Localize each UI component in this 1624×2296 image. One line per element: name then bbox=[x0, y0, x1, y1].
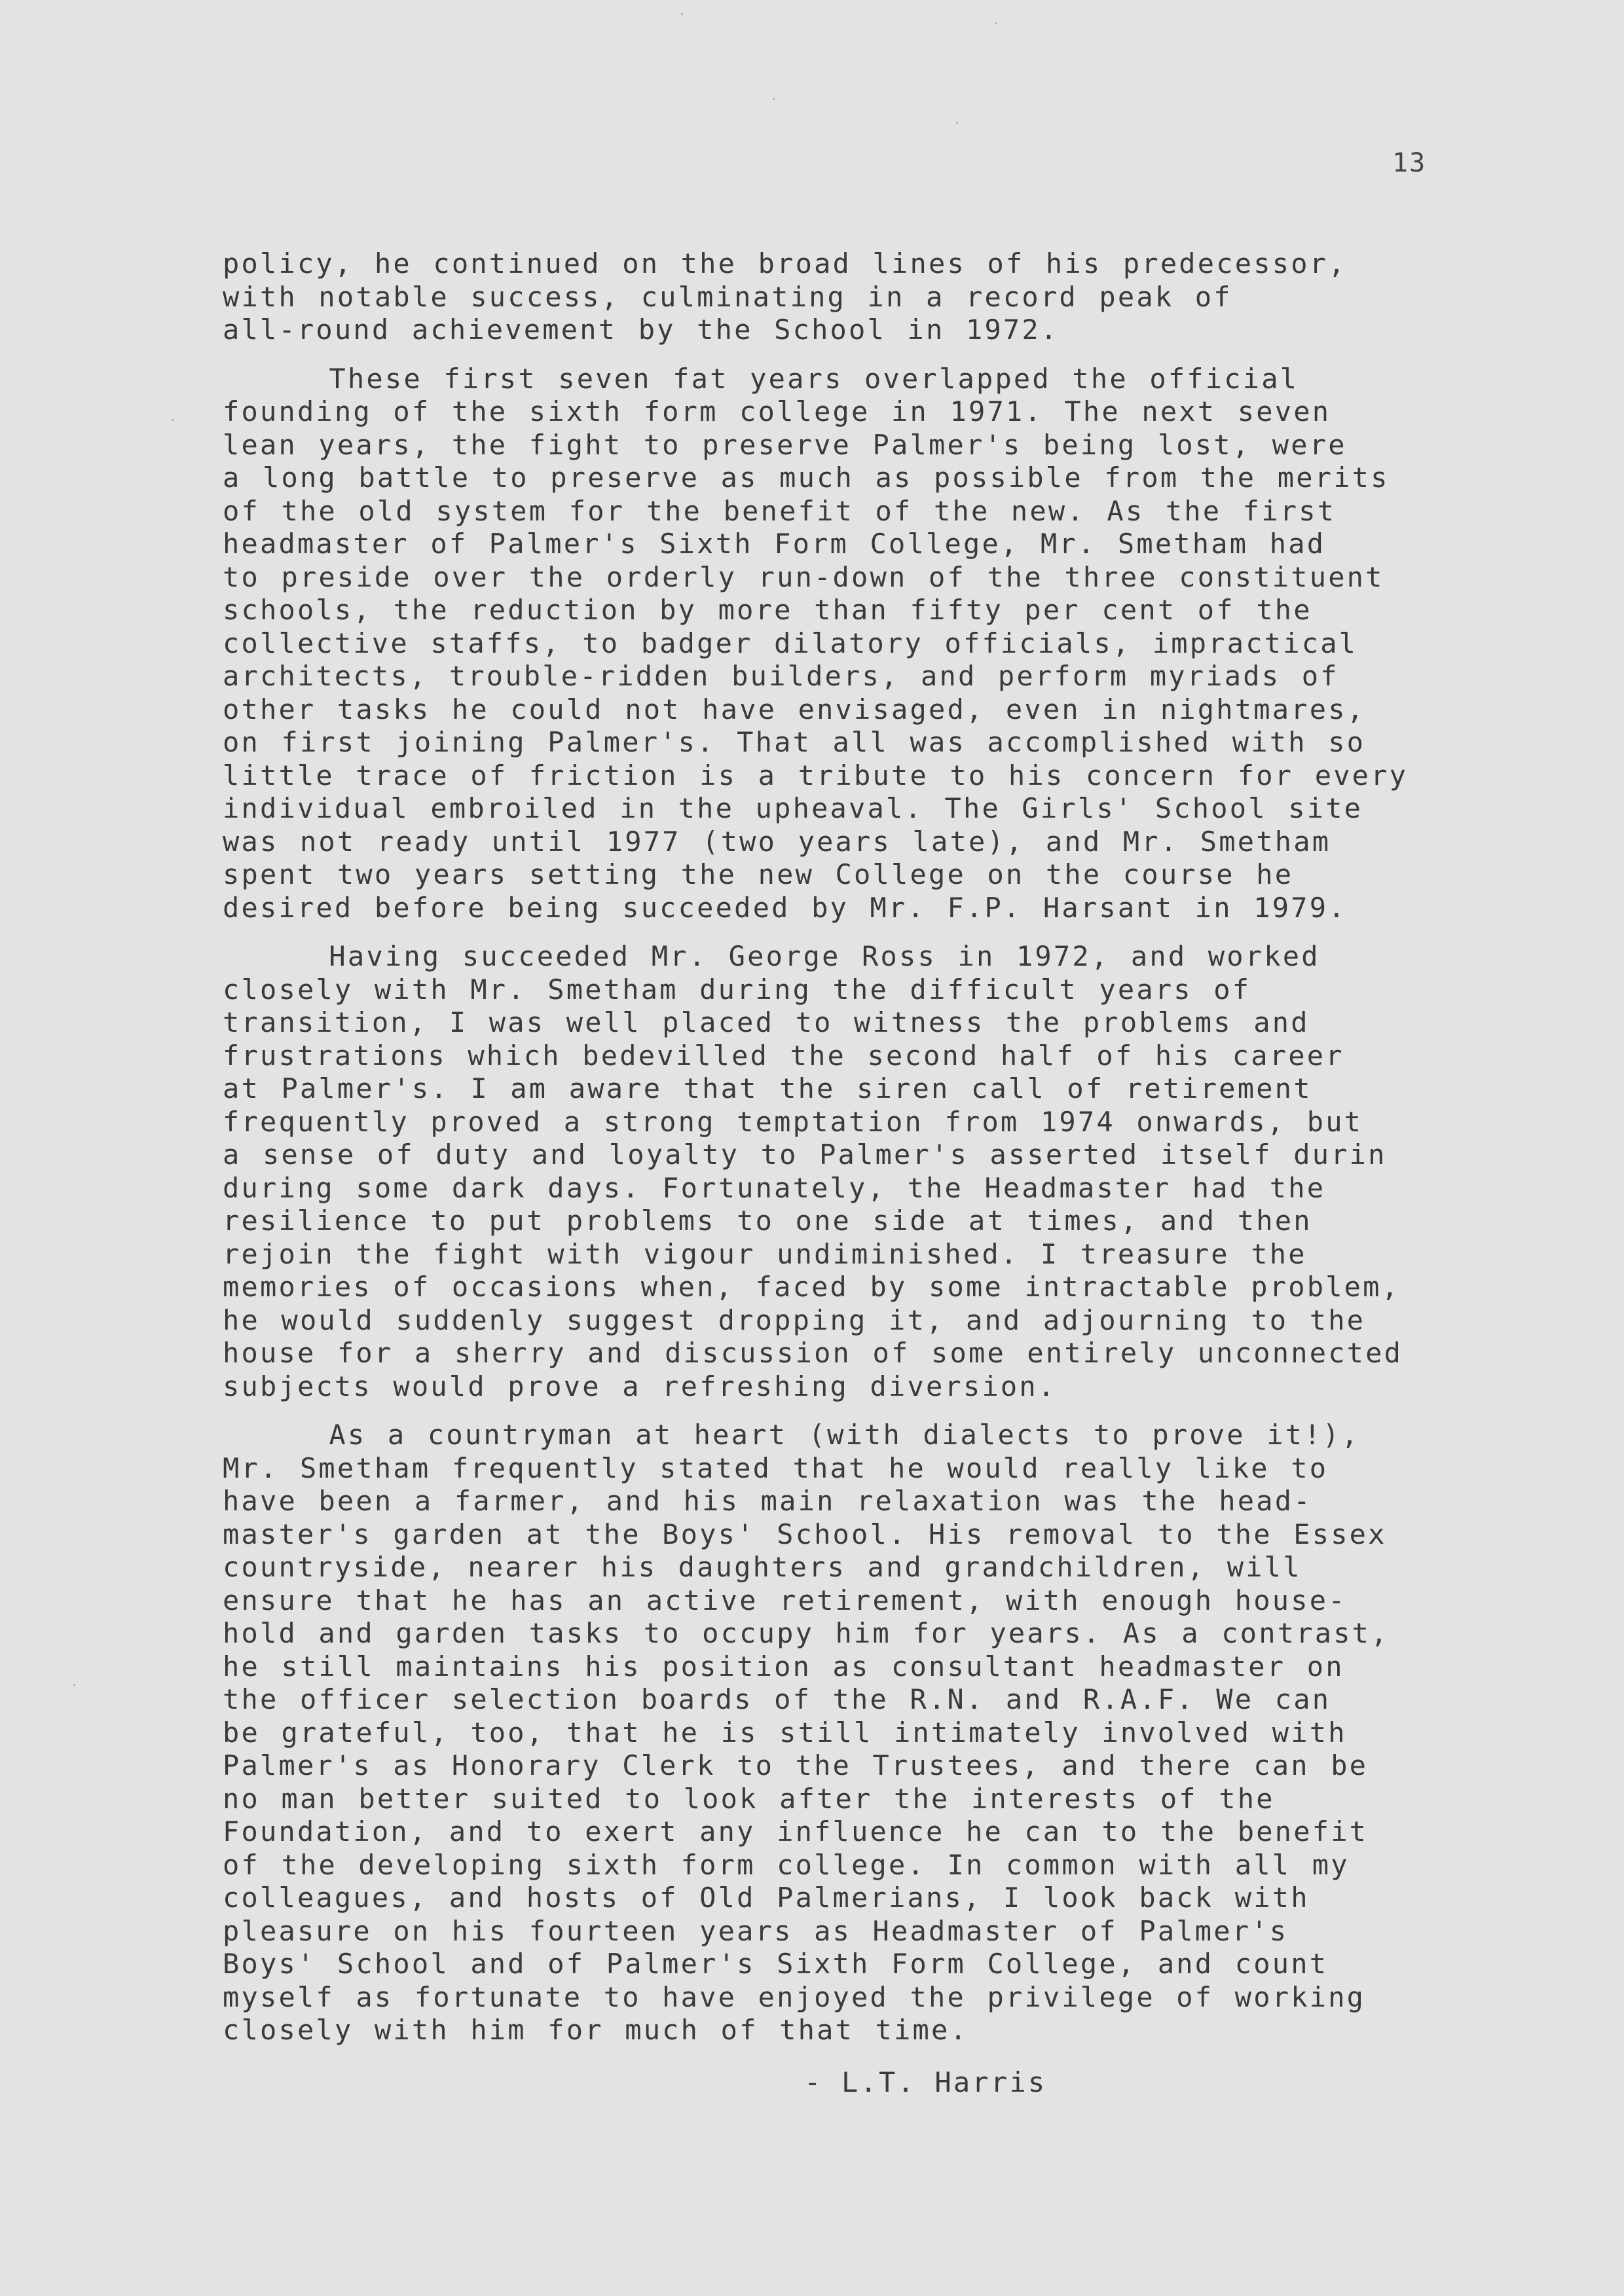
text-line: rejoin the fight with vigour undiminished. I treasure the bbox=[223, 1237, 1307, 1270]
text-line: These first seven fat years overlapped the official bbox=[223, 362, 1299, 395]
scan-speck bbox=[956, 122, 958, 124]
text-line: ensure that he has an active retirement, with enough house- bbox=[223, 1584, 1347, 1616]
text-line: during some dark days. Fortunately, the Headmaster had the bbox=[223, 1171, 1326, 1204]
text-line: memories of occasions when, faced by some intractable problem, bbox=[223, 1271, 1401, 1303]
text-line: hold and garden tasks to occupy him for years. As a contrast, bbox=[223, 1617, 1390, 1649]
text-line: spent two years setting the new College on the course he bbox=[223, 858, 1294, 890]
text-line: architects, trouble-ridden builders, and perform myriads of bbox=[223, 660, 1339, 692]
author-signature: - L.T. Harris bbox=[804, 2066, 1047, 2098]
paragraph bbox=[223, 363, 1486, 925]
text-line: policy, he continued on the broad lines of his predecessor, bbox=[223, 247, 1347, 280]
text-line: other tasks he could not have envisaged, even in nightmares, bbox=[223, 693, 1366, 725]
text-line: individual embroiled in the upheaval. The Girls' School site bbox=[223, 792, 1363, 824]
text-line: he would suddenly suggest dropping it, and adjourning to the bbox=[223, 1303, 1366, 1336]
text-line: a sense of duty and loyalty to Palmer's asserted itself durin bbox=[223, 1139, 1387, 1171]
scan-speck bbox=[995, 22, 997, 24]
text-line: he still maintains his position as consultant headmaster on bbox=[223, 1650, 1344, 1683]
text-line: countryside, nearer his daughters and grandchildren, will bbox=[223, 1551, 1302, 1583]
text-line: myself as fortunate to have enjoyed the privilege of working bbox=[223, 1980, 1366, 2013]
text-line: master's garden at the Boys' School. His removal to the Essex bbox=[223, 1518, 1387, 1550]
text-line: colleagues, and hosts of Old Palmerians, I look back with bbox=[223, 1882, 1310, 1914]
text-line: with notable success, culminating in a record peak of bbox=[223, 280, 1232, 313]
text-line: pleasure on his fourteen years as Headmaster of Palmer's bbox=[223, 1914, 1289, 1947]
text-line: Foundation, and to exert any influence he can to the benefit bbox=[223, 1815, 1369, 1848]
text-line: was not ready until 1977 (two years late), and Mr. Smetham bbox=[223, 825, 1331, 858]
text-line: a long battle to preserve as much as possible from the merits bbox=[223, 462, 1390, 494]
text-line: founding of the sixth form college in 1971. The next seven bbox=[223, 395, 1331, 428]
text-line: to preside over the orderly run-down of the three constituent bbox=[223, 560, 1384, 593]
text-line: Boys' School and of Palmer's Sixth Form College, and count bbox=[223, 1948, 1329, 1980]
scan-speck bbox=[681, 13, 683, 15]
text-line: desired before being succeeded by Mr. F.P. Harsant in 1979. bbox=[223, 891, 1347, 924]
text-line: collective staffs, to badger dilatory officials, impractical bbox=[223, 627, 1358, 659]
scan-speck bbox=[172, 419, 174, 421]
text-line: lean years, the fight to preserve Palmer's being lost, were bbox=[223, 428, 1347, 461]
text-line: schools, the reduction by more than fifty per cent of the bbox=[223, 594, 1312, 626]
text-line: frequently proved a strong temptation from 1974 onwards, but bbox=[223, 1105, 1363, 1138]
scan-speck bbox=[73, 1684, 75, 1686]
text-line: frustrations which bedevilled the second half of his career bbox=[223, 1039, 1344, 1072]
article-body bbox=[223, 247, 1486, 2063]
page-number: 13 bbox=[1392, 148, 1427, 178]
text-line: headmaster of Palmer's Sixth Form College, Mr. Smetham had bbox=[223, 528, 1326, 560]
text-line: the officer selection boards of the R.N. and R.A.F. We can bbox=[223, 1683, 1331, 1715]
text-line: resilience to put problems to one side at times, and then bbox=[223, 1205, 1312, 1237]
scan-speck bbox=[773, 98, 775, 100]
text-line: at Palmer's. I am aware that the siren call of retirement bbox=[223, 1072, 1312, 1104]
text-line: no man better suited to look after the interests of the bbox=[223, 1782, 1275, 1815]
text-line: little trace of friction is a tribute to his concern for every bbox=[223, 759, 1409, 792]
text-line: have been a farmer, and his main relaxation was the head- bbox=[223, 1485, 1312, 1517]
paragraph bbox=[223, 940, 1486, 1403]
text-line: of the old system for the benefit of the new. As the first bbox=[223, 494, 1337, 527]
text-line: all-round achievement by the School in 1972. bbox=[223, 314, 1060, 346]
text-line: transition, I was well placed to witness the problems and bbox=[223, 1006, 1310, 1038]
text-line: Palmer's as Honorary Clerk to the Trustees, and there can be bbox=[223, 1749, 1369, 1781]
text-line: be grateful, too, that he is still intimately involved with bbox=[223, 1716, 1347, 1749]
paragraph bbox=[223, 1419, 1486, 2047]
text-line: on first joining Palmer's. That all was accomplished with so bbox=[223, 726, 1366, 758]
text-line: subjects would prove a refreshing diversion. bbox=[223, 1370, 1057, 1402]
text-line: of the developing sixth form college. In common with all my bbox=[223, 1848, 1350, 1881]
text-line: As a countryman at heart (with dialects to prove it!), bbox=[223, 1419, 1360, 1451]
text-line: closely with Mr. Smetham during the difficult years of bbox=[223, 973, 1251, 1006]
text-line: Mr. Smetham frequently stated that he would really like to bbox=[223, 1451, 1329, 1484]
text-line: house for a sherry and discussion of some entirely unconnected bbox=[223, 1337, 1403, 1369]
paragraph bbox=[223, 247, 1486, 347]
text-line: Having succeeded Mr. George Ross in 1972, and worked bbox=[223, 940, 1320, 972]
text-line: closely with him for much of that time. bbox=[223, 2014, 969, 2046]
